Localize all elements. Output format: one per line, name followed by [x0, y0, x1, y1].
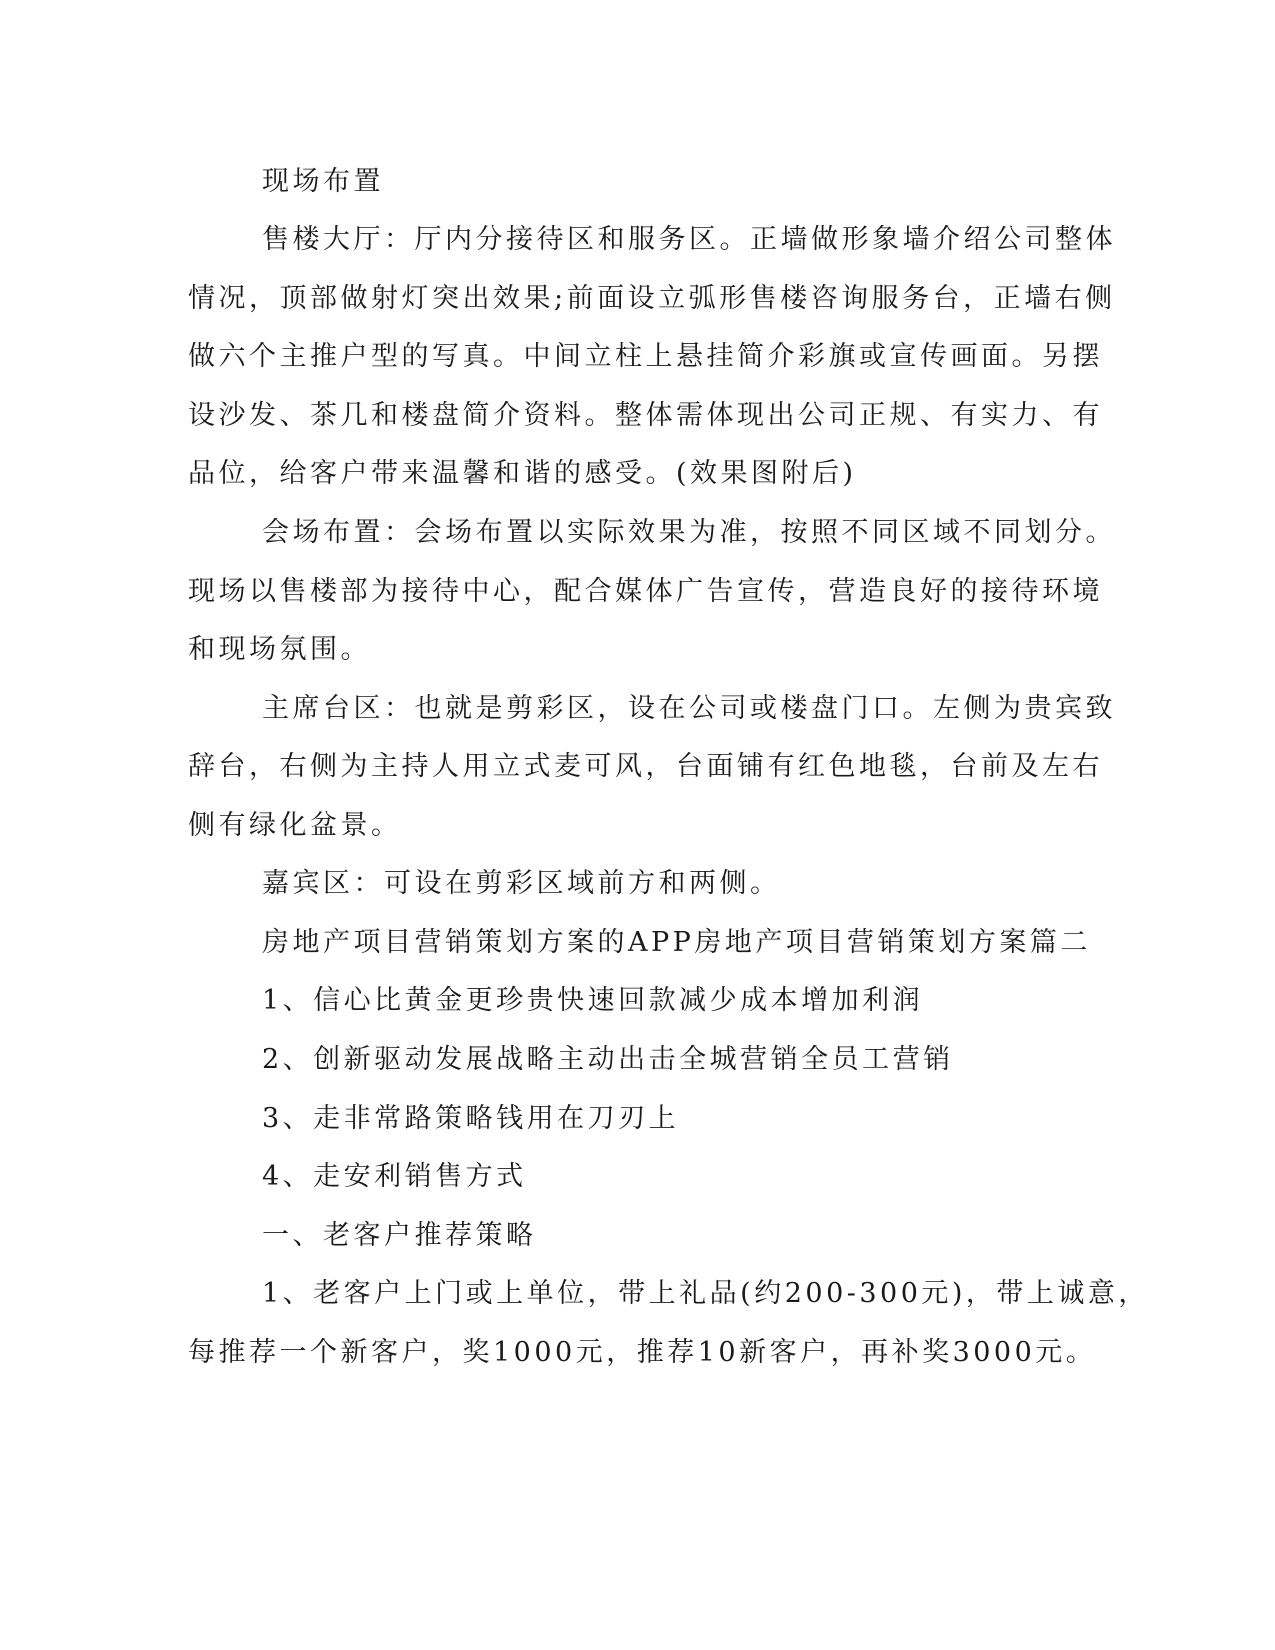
section-heading: 现场布置 — [262, 166, 384, 197]
section-heading: 一、老客户推荐策略 — [262, 1220, 537, 1251]
paragraph-line: 侧有绿化盆景。 — [188, 810, 402, 841]
list-item: 2、创新驱动发展战略主动出击全城营销全员工营销 — [262, 1044, 954, 1075]
paragraph-line: 嘉宾区：可设在剪彩区域前方和两侧。 — [262, 868, 781, 899]
paragraph-line: 设沙发、茶几和楼盘简介资料。整体需体现出公司正规、有实力、有 — [188, 400, 1103, 431]
list-item: 4、走安利销售方式 — [262, 1161, 527, 1192]
paragraph-line: 1、老客户上门或上单位，带上礼品(约200-300元)，带上诚意， — [262, 1278, 1149, 1309]
list-item: 1、信心比黄金更珍贵快速回款减少成本增加利润 — [262, 985, 924, 1016]
paragraph-line: 主席台区：也就是剪彩区，设在公司或楼盘门口。左侧为贵宾致 — [262, 693, 1116, 724]
paragraph-line: 辞台，右侧为主持人用立式麦可风，台面铺有红色地毯，台前及左右 — [188, 751, 1103, 782]
paragraph-line: 售楼大厅：厅内分接待区和服务区。正墙做形象墙介绍公司整体 — [262, 224, 1116, 255]
paragraph-line: 房地产项目营销策划方案的APP房地产项目营销策划方案篇二 — [262, 927, 1091, 958]
paragraph-line: 做六个主推户型的写真。中间立柱上悬挂简介彩旗或宣传画面。另摆 — [188, 341, 1103, 372]
paragraph-line: 和现场氛围。 — [188, 634, 371, 665]
list-item: 3、走非常路策略钱用在刀刃上 — [262, 1103, 680, 1134]
paragraph-line: 会场布置：会场布置以实际效果为准，按照不同区域不同划分。 — [262, 517, 1116, 548]
paragraph-line: 现场以售楼部为接待中心，配合媒体广告宣传，营造良好的接待环境 — [188, 576, 1103, 607]
paragraph-line: 每推荐一个新客户，奖1000元，推荐10新客户，再补奖3000元。 — [188, 1337, 1097, 1368]
paragraph-line: 品位，给客户带来温馨和谐的感受。(效果图附后) — [188, 458, 857, 489]
paragraph-line: 情况，顶部做射灯突出效果;前面设立弧形售楼咨询服务台，正墙右侧 — [188, 283, 1116, 314]
